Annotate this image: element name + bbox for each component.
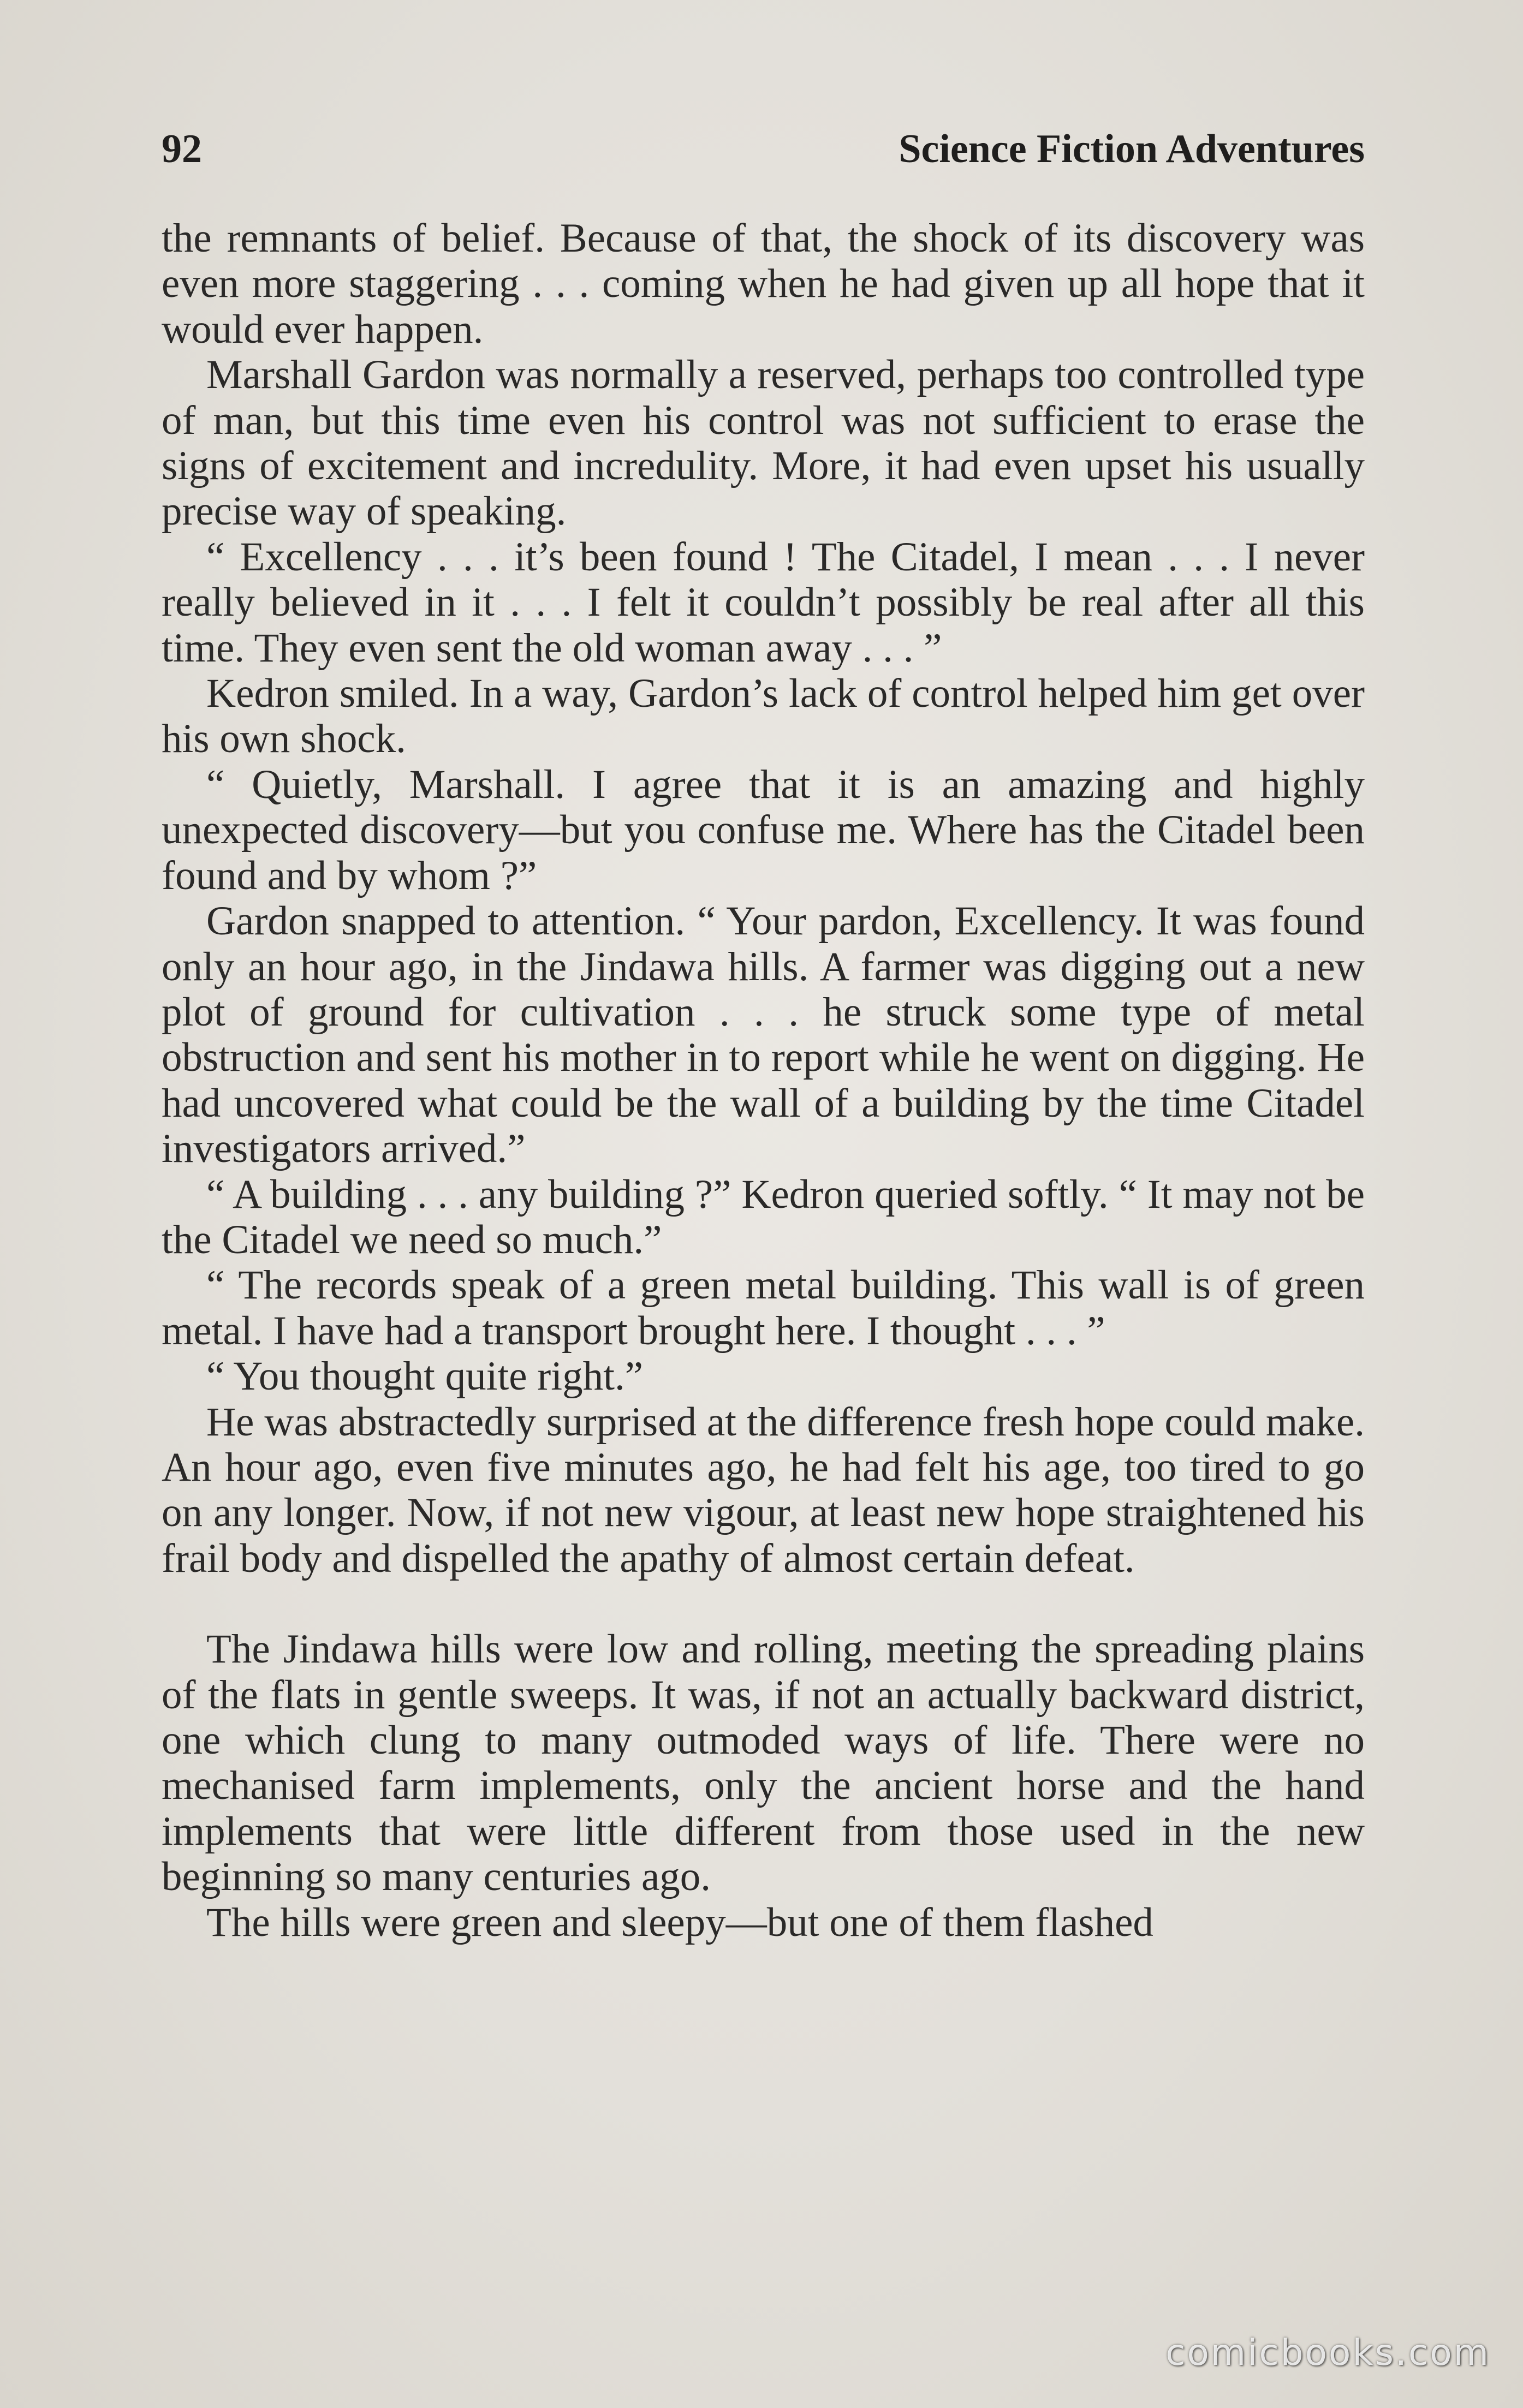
body-text [162,216,1365,1945]
paragraph: “ Quietly, Marshall. I agree that it is an amazing and highly unexpected discovery—but you confuse me. Where has the Citadel been found and by whom ?” [162,761,1365,898]
paragraph: “ A building . . . any building ?” Kedron queried softly. “ It may not be the Citadel we need so much.” [162,1171,1365,1262]
paragraph: The hills were green and sleepy—but one of them flashed [206,1899,1153,1945]
paragraph: He was abstractedly surprised at the difference fresh hope could make. An hour ago, even five minutes ago, he had felt his age, too tired to go on any longer. Now, if not new vigour, at least new hope straightened his frail body and dispelled the apathy of almost certain defeat. [162,1399,1365,1581]
paragraph: “ The records speak of a green metal building. This wall is of green metal. I have had a transport brought here. I thought . . . ” [162,1262,1365,1354]
paragraph: “ Excellency . . . it’s been found ! The Citadel, I mean . . . I never really believed in it . . . I felt it couldn’t possibly be real after all this time. They even sent the old woman away . . . ” [162,534,1365,671]
paragraph: “ You thought quite right.” [206,1354,643,1399]
paragraph: Gardon snapped to attention. “ Your pardon, Excellency. It was found only an hour ago, in the Jindawa hills. A farmer was digging out a new plot of ground for cultivation . . . he struck some type of metal obstruction and sent his mother in to report while he went on digging. He had uncovered what could be the wall of a building by the time Citadel investigators arrived.” [162,898,1365,1172]
paragraph: Marshall Gardon was normally a reserved, perhaps too controlled type of man, but this time even his control was not sufficient to erase the signs of excitement and incredulity. More, it had even upset his usually precise way of speaking. [162,352,1365,534]
paragraph: Kedron smiled. In a way, Gardon’s lack of control helped him get over his own shock. [162,671,1365,762]
watermark: comicbooks.com [1165,2332,1490,2374]
page-number: 92 [162,127,202,171]
paragraph: The Jindawa hills were low and rolling, meeting the spreading plains of the flats in gentle sweeps. It was, if not an actually backward district, one which clung to many outmoded ways of life. There were no mechanised farm implements, only the ancient horse and the hand implements that were little different from those used in the new beginning so many centuries ago. [162,1626,1365,1900]
running-head [162,119,1365,179]
paragraph: the remnants of belief. Because of that, the shock of its discovery was even more staggering . . . coming when he had given up all hope that it would ever happen. [162,216,1365,352]
book-title: Science Fiction Adventures [899,127,1365,171]
